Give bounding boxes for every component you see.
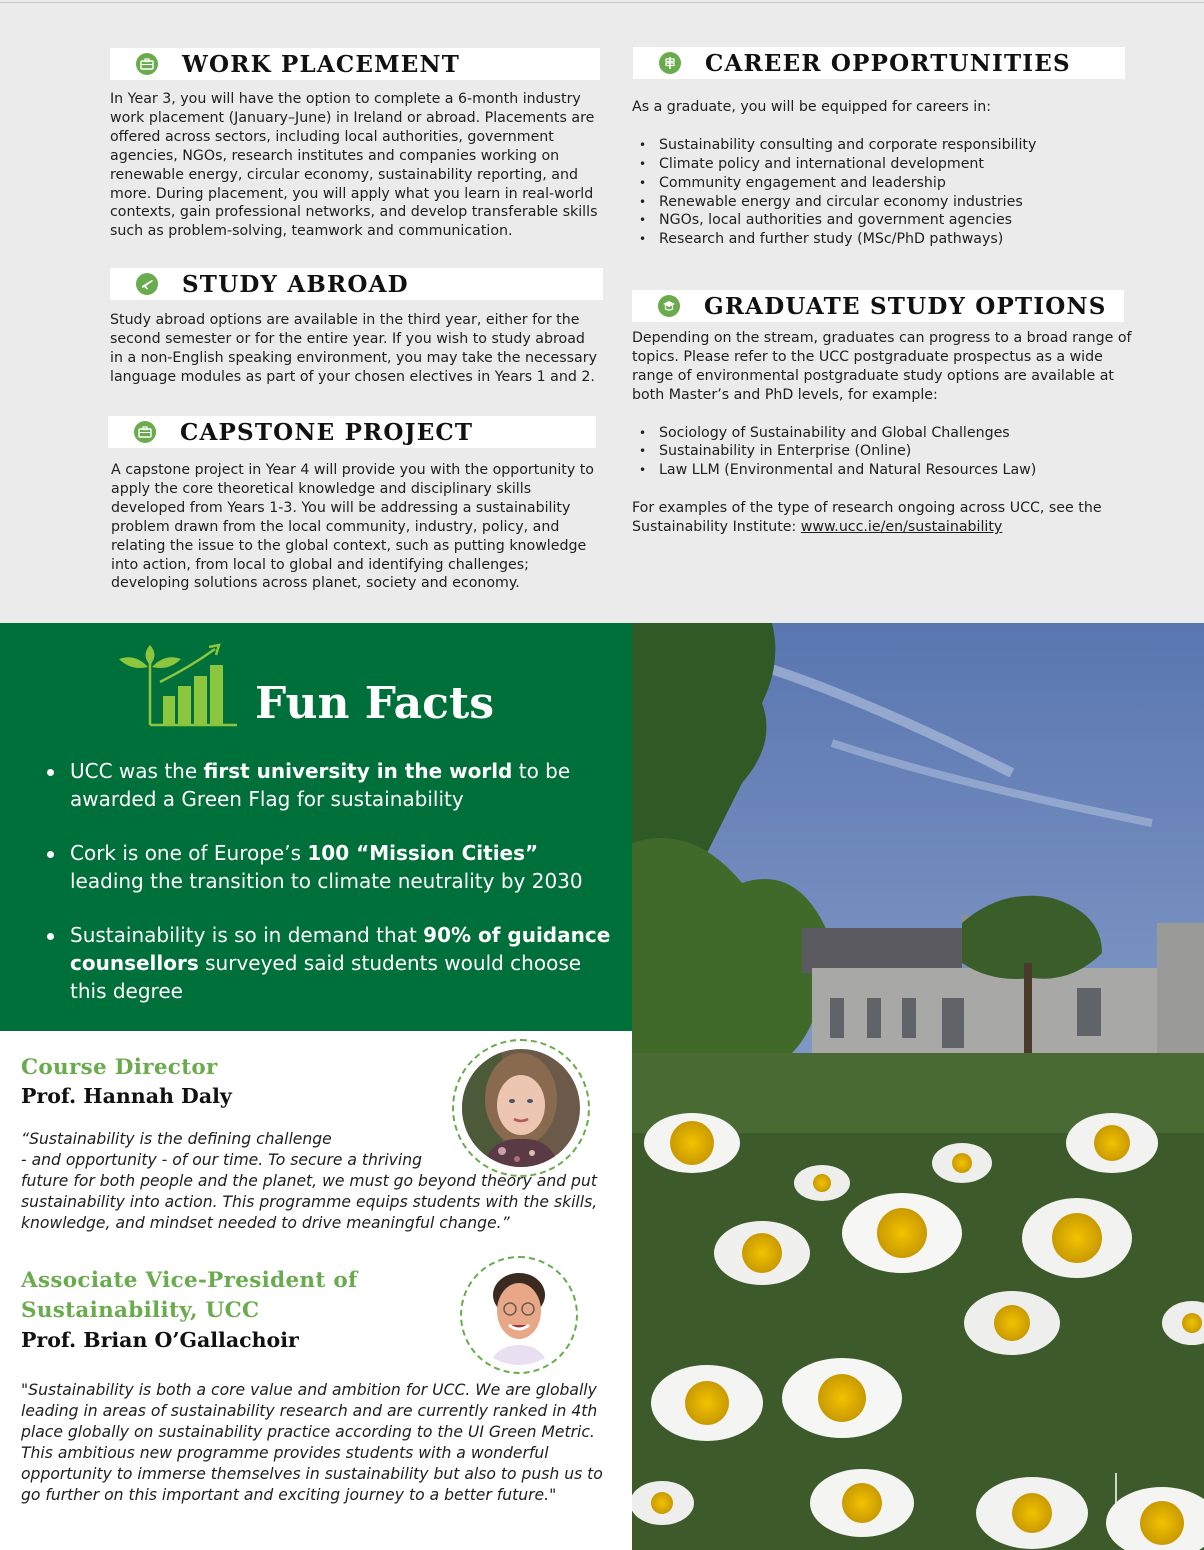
role-line: Associate Vice-President of: [21, 1268, 358, 1293]
fact-text: Cork is one of Europe’s: [70, 841, 308, 865]
graduate-study-header: [632, 290, 1124, 322]
fact-text: Sustainability is so in demand that: [70, 923, 424, 947]
section-title: WORK PLACEMENT: [182, 50, 461, 78]
fact-text: UCC was the: [70, 759, 204, 783]
person-name: Prof. Hannah Daly: [21, 1084, 232, 1108]
fact-text: leading the transition to climate neutrality by 2030: [70, 869, 583, 893]
work-placement-text: In Year 3, you will have the option to complete a 6-month industry work placement (January–June) in Ireland or abroad. Placements are offered across sectors, including local authorities, government agencies, NGOs, research institutes and companies working on renewable energy, circular economy, sustainability reporting, and more. During placement, you will apply what you learn in real-world contexts, gain professional networks, and develop transferable skills such as problem-solving, teamwork and communication.: [110, 91, 598, 240]
fun-fact-item: [44, 839, 614, 895]
quote-line: - and opportunity - of our time. To secure a thriving: [21, 1151, 423, 1169]
fun-fact-item: [44, 757, 614, 813]
quote-line: future for both people and the planet, we must go beyond theory and put sustainability into action. This programme equips students with the skills, knowledge, and mindset needed to drive meaningful change.”: [21, 1172, 598, 1232]
fact-highlight: first university in the world: [203, 759, 513, 783]
quote-line: “Sustainability is the defining challenge: [21, 1130, 332, 1148]
avatar-ring: [460, 1256, 578, 1374]
airplane-icon: [136, 273, 158, 295]
list-item: • Research and further study (MSc/PhD pathways): [632, 230, 1132, 249]
signpost-icon: [659, 52, 681, 74]
outro-text: For examples of the type of research ongoing across UCC, see the Sustainability Institute:: [632, 500, 1102, 536]
capstone-project-text: A capstone project in Year 4 will provide you with the opportunity to apply the core theoretical knowledge and disciplinary skills developed from Years 1-3. You will be addressing a sustainability problem drawn from the local community, industry, policy, and relating the issue to the global context, such as putting knowledge into action, from local to global and identifying challenges; developing solutions across planet, society and economy.: [111, 462, 594, 592]
sustainability-institute-link[interactable]: www.ucc.ie/en/sustainability: [800, 519, 1003, 536]
section-title: STUDY ABROAD: [182, 270, 409, 298]
person-role: Course Director: [21, 1055, 218, 1080]
fun-facts-title: Fun Facts: [255, 678, 494, 729]
graduation-cap-icon: [658, 295, 680, 317]
list-item: • Law LLM (Environmental and Natural Resources Law): [632, 461, 1132, 480]
career-intro: As a graduate, you will be equipped for careers in:: [632, 99, 991, 115]
role-line: Sustainability, UCC: [21, 1298, 260, 1323]
capstone-project-header: [108, 416, 596, 448]
graduate-study-content: [632, 329, 1132, 537]
hannah-daly-quote: [21, 1129, 621, 1234]
list-item: • Climate policy and international development: [632, 155, 1132, 174]
briefcase-icon: [134, 421, 156, 443]
list-item: • Community engagement and leadership: [632, 174, 1132, 193]
fact-highlight: 90% of guidance counsellors: [70, 923, 611, 975]
list-item: • Sustainability consulting and corporate responsibility: [632, 136, 1132, 155]
person-name: Prof. Brian O’Gallachoir: [21, 1328, 299, 1352]
fact-text: to be awarded a Green Flag for sustainability: [70, 759, 571, 811]
list-item: • Sociology of Sustainability and Global Challenges: [632, 424, 1132, 443]
fun-fact-item: [44, 921, 614, 1005]
fact-highlight: 100 “Mission Cities”: [307, 841, 539, 865]
top-border-line: [0, 2, 1204, 3]
briefcase-icon: [136, 53, 158, 75]
fun-facts-list: [44, 757, 614, 1031]
section-title: CAPSTONE PROJECT: [180, 418, 474, 446]
section-title: CAREER OPPORTUNITIES: [705, 49, 1071, 77]
work-placement-header: [110, 48, 600, 80]
person-role: [21, 1266, 358, 1326]
fact-text: surveyed said students would choose this degree: [70, 951, 582, 1003]
fun-facts-panel: [0, 623, 632, 1031]
testimonials-panel: [0, 1031, 632, 1550]
section-title: GRADUATE STUDY OPTIONS: [704, 292, 1107, 320]
graduate-outro: [632, 499, 1132, 537]
career-opportunities-content: [632, 98, 1132, 249]
career-list: [632, 136, 1132, 249]
career-opportunities-header: [633, 47, 1125, 79]
avatar-brian-ogallachoir: [469, 1265, 569, 1365]
study-abroad-text: Study abroad options are available in the third year, either for the second semester or for the entire year. If you wish to study abroad in a non-English speaking environment, you may take the necessary language modules as part of your chosen electives in Years 1 and 2.: [110, 312, 597, 385]
graduate-intro: Depending on the stream, graduates can progress to a broad range of topics. Please refer to the UCC postgraduate prospectus as a wide range of environmental postgraduate study options are available at both Master’s and PhD levels, for example:: [632, 330, 1132, 403]
campus-daisies-photo: [632, 623, 1204, 1550]
list-item: • Sustainability in Enterprise (Online): [632, 442, 1132, 461]
graduate-list: [632, 424, 1132, 481]
plant-growth-chart-icon: [115, 637, 239, 729]
brian-ogallachoir-quote: "Sustainability is both a core value and ambition for UCC. We are globally leading in areas of sustainability research and are currently ranked in 4th place globally on sustainability practice according to the UI Green Metric. This ambitious new programme provides students with a wonderful opportunity to immerse themselves in sustainability but also to push us to go further on this important and exciting journey to a better future.": [21, 1381, 603, 1504]
study-abroad-header: [110, 268, 603, 300]
list-item: • NGOs, local authorities and government agencies: [632, 211, 1132, 230]
list-item: • Renewable energy and circular economy industries: [632, 193, 1132, 212]
